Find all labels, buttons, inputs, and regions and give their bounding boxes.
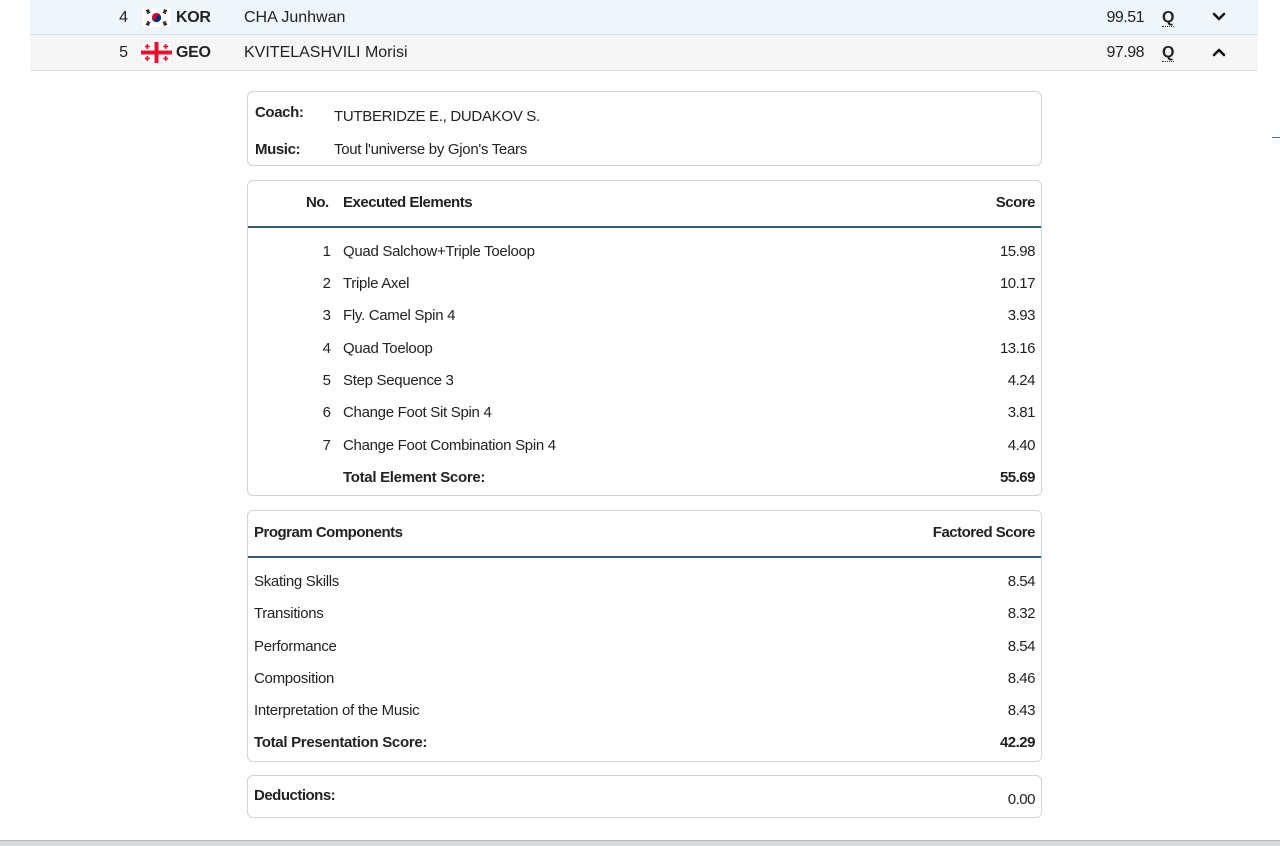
athlete-noc: KOR	[176, 9, 211, 26]
table-row	[248, 397, 1041, 429]
executed-elements-table	[247, 180, 1042, 496]
component-name: Performance	[254, 638, 337, 655]
element-name: Quad Salchow+Triple Toeloop	[343, 243, 535, 260]
header-divider	[248, 556, 1041, 558]
athlete-score: 99.51	[1106, 9, 1144, 26]
athlete-info-card	[247, 91, 1042, 166]
element-no: 5	[322, 372, 331, 389]
element-name: Quad Toeloop	[343, 340, 433, 357]
column-header-score: Score	[995, 194, 1035, 211]
component-score: 8.54	[1007, 573, 1035, 590]
total-presentation-score-label: Total Presentation Score:	[254, 734, 428, 751]
athlete-noc: GEO	[176, 44, 211, 61]
element-score: 4.24	[1007, 372, 1035, 389]
element-name: Change Foot Combination Spin 4	[343, 437, 556, 454]
qualified-badge: Q	[1162, 44, 1175, 61]
coach-value: TUTBERIDZE E., DUDAKOV S.	[334, 108, 540, 125]
table-row	[248, 430, 1041, 462]
element-no: 2	[322, 275, 331, 292]
column-header-element: Executed Elements	[343, 194, 473, 211]
qualified-badge: Q	[1162, 9, 1175, 26]
music-label: Music:	[255, 141, 301, 158]
table-row	[248, 333, 1041, 365]
athlete-score: 97.98	[1106, 44, 1144, 61]
deductions-card	[247, 775, 1042, 818]
total-presentation-score-row	[248, 727, 1041, 759]
chevron-up-icon[interactable]	[1212, 46, 1226, 58]
athlete-row-geo[interactable]	[30, 35, 1258, 71]
total-element-score-label: Total Element Score:	[343, 469, 486, 486]
table-row	[248, 631, 1041, 663]
athlete-rank: 4	[119, 9, 128, 26]
header-divider	[248, 226, 1041, 228]
element-score: 13.16	[999, 340, 1035, 357]
element-name: Step Sequence 3	[343, 372, 454, 389]
music-value: Tout l'universe by Gjon's Tears	[334, 141, 527, 158]
component-score: 8.46	[1007, 670, 1035, 687]
horizontal-scrollbar[interactable]	[0, 840, 1280, 846]
element-score: 4.40	[1007, 437, 1035, 454]
chevron-down-icon[interactable]	[1212, 11, 1226, 23]
component-score: 8.32	[1007, 605, 1035, 622]
element-no: 7	[322, 437, 331, 454]
total-presentation-score: 42.29	[999, 734, 1035, 751]
athlete-name: KVITELASHVILI Morisi	[244, 44, 408, 61]
table-row	[248, 566, 1041, 598]
table-row	[248, 268, 1041, 300]
athlete-row-kor[interactable]	[30, 0, 1258, 35]
element-score: 3.81	[1007, 404, 1035, 421]
element-name: Triple Axel	[343, 275, 410, 292]
element-no: 4	[322, 340, 331, 357]
side-divider	[1272, 137, 1280, 138]
deductions-label: Deductions:	[254, 787, 336, 804]
coach-label: Coach:	[255, 104, 304, 121]
table-row	[248, 598, 1041, 630]
column-header-no: No.	[306, 194, 329, 211]
element-no: 1	[322, 243, 331, 260]
component-name: Transitions	[254, 605, 324, 622]
athlete-name: CHA Junhwan	[244, 9, 346, 26]
component-name: Interpretation of the Music	[254, 702, 420, 719]
element-no: 6	[322, 404, 331, 421]
component-score: 8.54	[1007, 638, 1035, 655]
table-row	[248, 300, 1041, 332]
element-score: 10.17	[999, 275, 1035, 292]
total-element-score-row	[248, 462, 1041, 494]
table-row	[248, 695, 1041, 727]
table-row	[248, 663, 1041, 695]
element-name: Fly. Camel Spin 4	[343, 307, 456, 324]
athlete-rank: 5	[119, 44, 128, 61]
component-score: 8.43	[1007, 702, 1035, 719]
table-row	[248, 365, 1041, 397]
element-name: Change Foot Sit Spin 4	[343, 404, 492, 421]
table-row	[248, 236, 1041, 268]
element-score: 15.98	[999, 243, 1035, 260]
component-name: Composition	[254, 670, 335, 687]
deductions-value: 0.00	[1007, 791, 1035, 808]
column-header-component: Program Components	[254, 524, 403, 541]
column-header-factored-score: Factored Score	[932, 524, 1035, 541]
element-no: 3	[322, 307, 331, 324]
program-components-table	[247, 510, 1042, 762]
total-element-score: 55.69	[999, 469, 1035, 486]
component-name: Skating Skills	[254, 573, 340, 590]
element-score: 3.93	[1007, 307, 1035, 324]
georgia-flag-icon	[141, 42, 172, 63]
korea-flag-icon	[141, 7, 172, 28]
